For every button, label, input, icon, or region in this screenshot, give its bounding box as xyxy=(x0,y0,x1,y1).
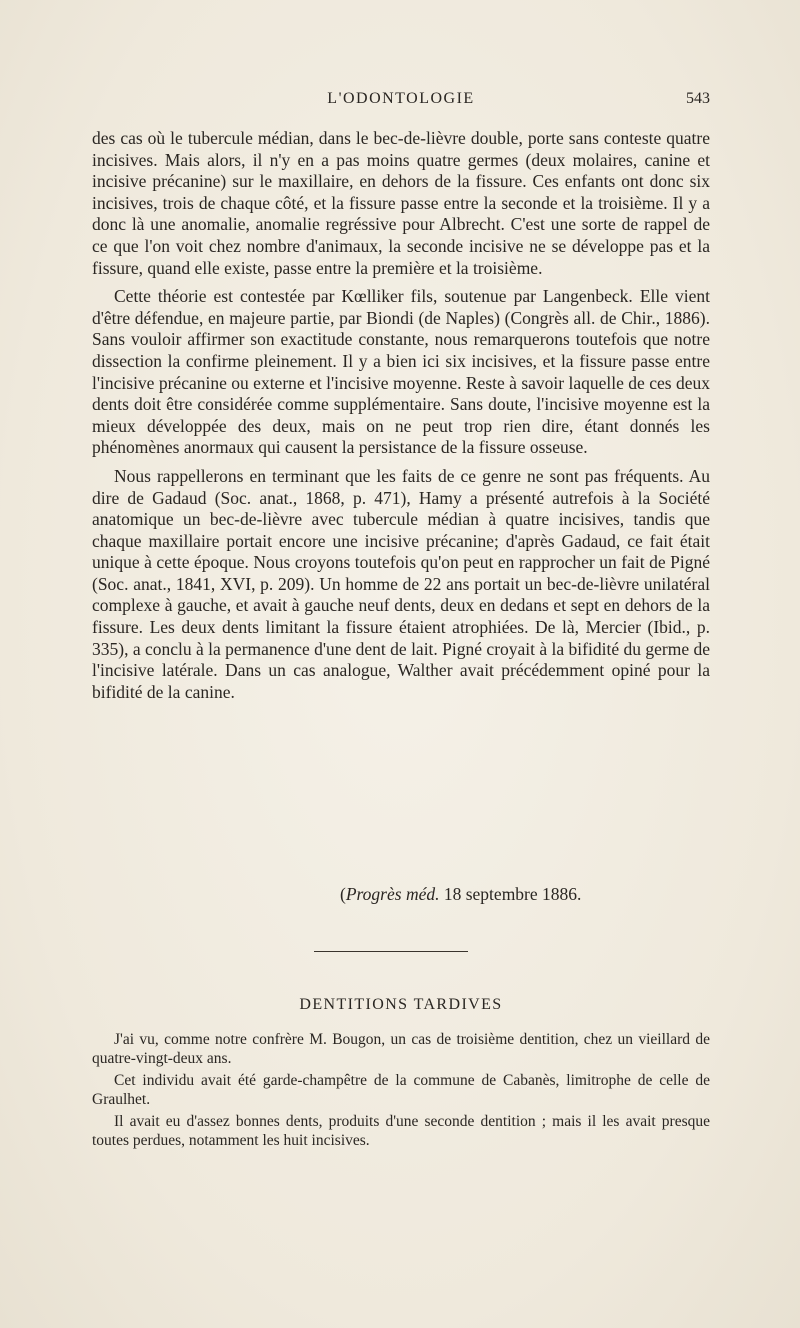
section-paragraph: Il avait eu d'assez bonnes dents, produits d'une seconde dentition ; mais il les avait presque toutes perdues, notamment les huit incisives. xyxy=(92,1113,710,1149)
page-number: 543 xyxy=(686,90,710,107)
section-paragraph: J'ai vu, comme notre confrère M. Bougon, un cas de troisième dentition, chez un vieillard de quatre-vingt-deux ans. xyxy=(92,1031,710,1067)
running-head xyxy=(92,90,710,112)
section-separator xyxy=(314,951,468,952)
article-paragraph: des cas où le tubercule médian, dans le bec-de-lièvre double, porte sans conteste quatre incisives. Mais alors, il n'y en a pas moins quatre germes (deux molaires, canine et incisive précanine) sur le maxillaire, en dehors de la fissure. Ces enfants ont donc six incisives, trois de chaque côté, et la fissure passe entre la seconde et la troisième. Il y a donc là une anomalie, anomalie regréssive pour Albrecht. C'est une sorte de rappel de ce que l'on voit chez nombre d'animaux, la seconde incisive ne se développe pas et la fissure, quand elle existe, passe entre la première et la troisième. xyxy=(92,128,710,278)
source-date: 18 septembre 1886. xyxy=(443,884,582,904)
section-paragraph: Cet individu avait été garde-champêtre de la commune de Cabanès, limitrophe de celle de Graulhet. xyxy=(92,1072,710,1108)
source-journal: Progrès méd. xyxy=(345,884,440,904)
article-paragraph: Cette théorie est contestée par Kœlliker fils, soutenue par Langenbeck. Elle vient d'être défendue, en majeure partie, par Biondi (de Naples) (Congrès all. de Chir., 1886). Sans vouloir affirmer son exactitude constante, nous remarquerons toutefois que notre dissection la confirme pleinement. Il y a bien ici six incisives, et la fissure passe entre l'incisive précanine ou externe et l'incisive moyenne. Reste à savoir laquelle de ces deux dents doit être considérée comme supplémentaire. Sans doute, l'incisive moyenne est la mieux développée des deux, mais on ne peut trop rien dire, étant donnés les phénomènes anormaux qui causent la persistance de la fissure osseuse. xyxy=(92,286,710,458)
section-body xyxy=(92,1030,710,1150)
source-citation: (Progrès méd. 18 septembre 1886. xyxy=(340,884,582,904)
article-paragraph: Nous rappellerons en terminant que les faits de ce genre ne sont pas fréquents. Au dire de Gadaud (Soc. anat., 1868, p. 471), Hamy a présenté autrefois à la Société anatomique un bec-de-lièvre avec tubercule médian à quatre incisives, tandis que chaque maxillaire portait encore une incisive précanine; d'après Gadaud, ce fait était unique à cette époque. Nous croyons toutefois qu'on peut en rapprocher un fait de Pigné (Soc. anat., 1841, XVI, p. 209). Un homme de 22 ans portait un bec-de-lièvre unilatéral complexe à gauche, et avait à gauche neuf dents, deux en dedans et sept en dehors de la fissure. Les deux dents limitant la fissure étaient atrophiées. De là, Mercier (Ibid., p. 335), a conclu à la permanence d'une dent de lait. Pigné croyait à la bifidité du germe de l'incisive latérale. Dans un cas analogue, Walther avait précédemment opiné pour la bifidité de la canine. xyxy=(92,465,710,702)
article-body xyxy=(92,128,710,703)
section-title: DENTITIONS TARDIVES xyxy=(299,996,503,1013)
running-title: L'ODONTOLOGIE xyxy=(327,90,475,107)
